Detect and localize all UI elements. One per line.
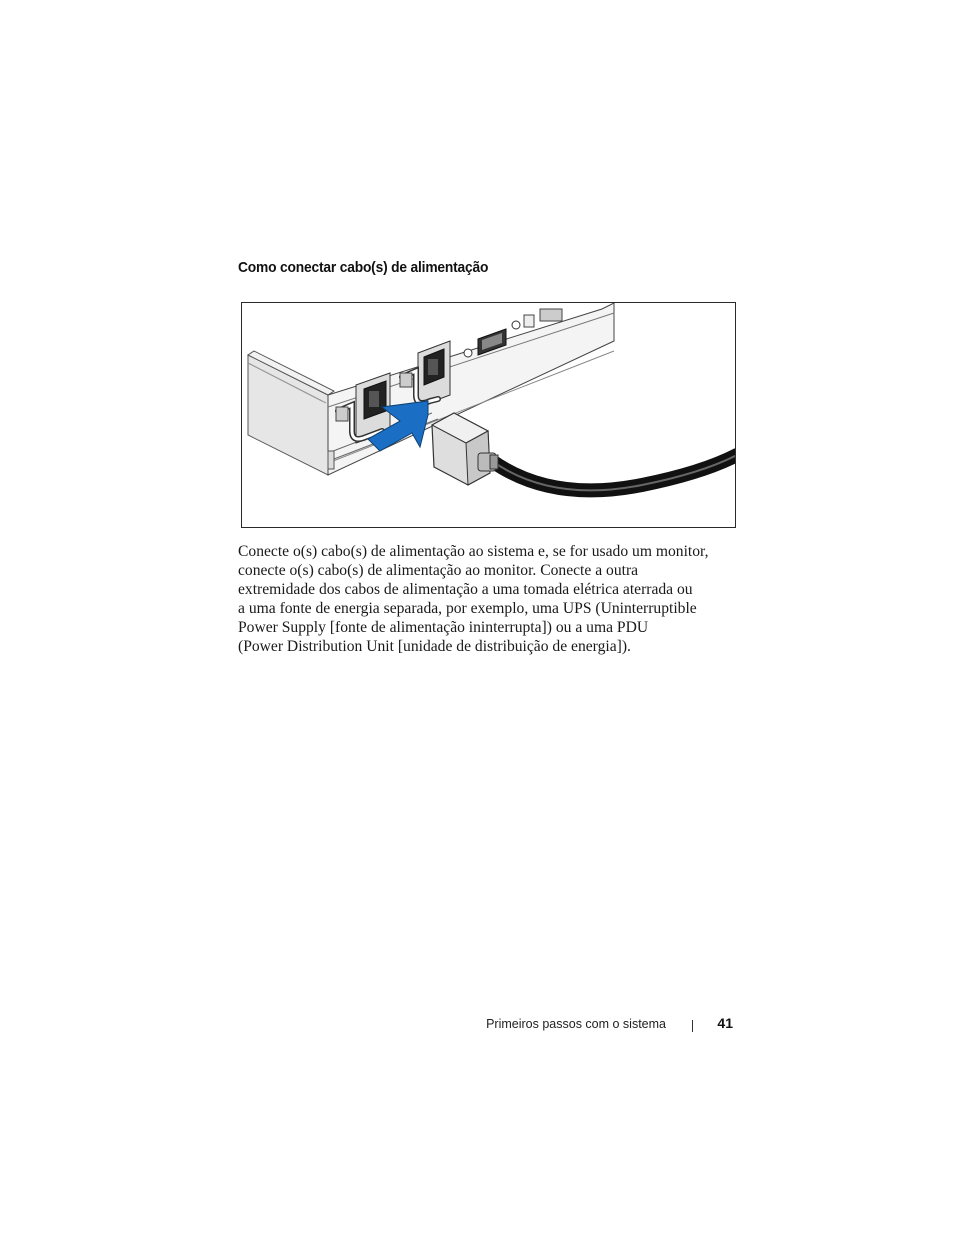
- page-footer: [0, 1015, 954, 1035]
- page-number: 41: [717, 1015, 733, 1031]
- paragraph-line: Conecte o(s) cabo(s) de alimentação ao sistema e, se for usado um monitor,: [238, 543, 709, 560]
- paragraph-line: a uma fonte de energia separada, por exemplo, uma UPS (Uninterruptible: [238, 599, 697, 617]
- paragraph-line: conecte o(s) cabo(s) de alimentação ao monitor. Conecte a outra: [238, 561, 639, 579]
- footer-separator: [692, 1020, 693, 1032]
- instructions-paragraph: [238, 543, 738, 656]
- power-cable-illustration: [241, 302, 736, 528]
- section-heading: Como conectar cabo(s) de alimentação: [238, 259, 489, 276]
- power-plug-icon: [432, 413, 498, 485]
- paragraph-line: extremidade dos cabos de alimentação a uma tomada elétrica aterrada ou: [238, 580, 693, 598]
- paragraph-line: Power Supply [fonte de alimentação ininterrupta]) ou a uma PDU: [238, 618, 649, 636]
- footer-section-title: Primeiros passos com o sistema: [486, 1017, 666, 1031]
- power-cable-icon: [492, 455, 735, 490]
- paragraph-line: (Power Distribution Unit [unidade de distribuição de energia]).: [238, 637, 631, 655]
